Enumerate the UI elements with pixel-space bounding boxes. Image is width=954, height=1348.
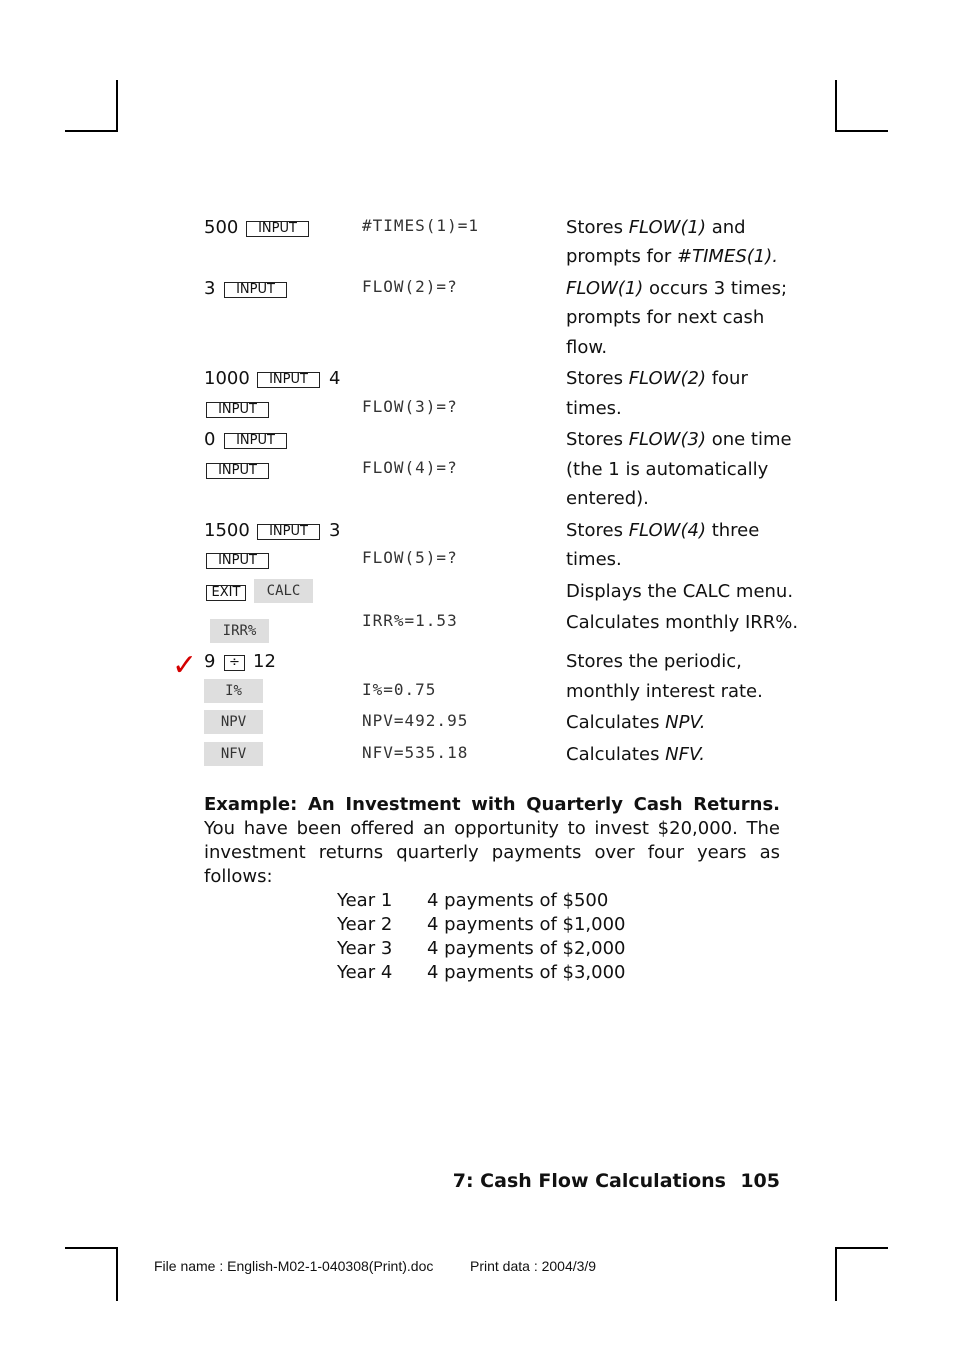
keystroke-value: 3 [329,520,341,541]
chapter-title: 7: Cash Flow Calculations [452,1170,726,1192]
display-readout: IRR%=1.53 [362,611,458,630]
display-readout: FLOW(2)=? [362,277,458,296]
input-key: INPUT [257,524,320,540]
description: prompts for next cash [566,307,765,328]
file-name: File name : English-M02-1-040308(Print).doc [154,1258,434,1274]
year-payments: 4 payments of $3,000 [427,962,626,983]
year-payments: 4 payments of $1,000 [427,914,626,935]
npv-softkey: NPV [204,710,263,734]
keystroke-value: 12 [253,651,276,672]
input-key: INPUT [206,402,269,418]
divide-key: ÷ [224,655,245,671]
description: Displays the CALC menu. [566,581,794,602]
keystroke-value: 1500 [204,520,250,541]
year-label: Year 3 [337,938,393,959]
keystroke-value: 500 [204,217,239,238]
crop-mark [835,1247,888,1249]
keystroke-value: 4 [329,368,341,389]
keystroke-value: 0 [204,429,216,450]
description: times. [566,549,622,570]
description: monthly interest rate. [566,681,763,702]
description: FLOW(1) occurs 3 times; [566,278,788,299]
description: Stores FLOW(3) one time [566,429,792,450]
display-readout: #TIMES(1)=1 [362,216,479,235]
interest-softkey: I% [204,679,263,703]
crop-mark [116,1247,118,1301]
crop-mark [65,1247,118,1249]
description: prompts for #TIMES(1). [566,246,778,267]
description: Stores FLOW(2) four [566,368,748,389]
input-key: INPUT [206,553,269,569]
display-readout: FLOW(5)=? [362,548,458,567]
description: Calculates monthly IRR%. [566,612,799,633]
year-label: Year 1 [337,890,393,911]
input-key: INPUT [257,372,320,388]
example-heading: Example: An Investment with Quarterly Cash Returns. [204,794,780,815]
description: Stores the periodic, [566,651,742,672]
description: flow. [566,337,608,358]
description: (the 1 is automatically [566,459,769,480]
input-key: INPUT [246,221,309,237]
calc-softkey: CALC [254,579,313,603]
irr-softkey: IRR% [210,619,269,643]
description: Calculates NFV. [566,744,705,765]
display-readout: NPV=492.95 [362,711,469,730]
crop-mark [835,1247,837,1301]
display-readout: FLOW(4)=? [362,458,458,477]
crop-mark [835,130,888,132]
keystroke-value: 3 [204,278,216,299]
year-payments: 4 payments of $500 [427,890,609,911]
year-label: Year 2 [337,914,393,935]
description: entered). [566,488,649,509]
description: Stores FLOW(4) three [566,520,760,541]
year-payments: 4 payments of $2,000 [427,938,626,959]
example-body: You have been offered an opportunity to invest $20,000. The investment returns quarterly payments over four years as follows: [204,818,780,887]
input-key: INPUT [224,282,287,298]
display-readout: I%=0.75 [362,680,437,699]
keystroke-value: 1000 [204,368,250,389]
year-label: Year 4 [337,962,393,983]
crop-mark [116,80,118,132]
description: Stores FLOW(1) and [566,217,746,238]
crop-mark [65,130,118,132]
input-key: INPUT [206,463,269,479]
crop-mark [835,80,837,132]
input-key: INPUT [224,433,287,449]
print-data: Print data : 2004/3/9 [470,1258,597,1274]
page-number: 105 [740,1170,780,1192]
description: times. [566,398,622,419]
description: Calculates NPV. [566,712,706,733]
display-readout: NFV=535.18 [362,743,469,762]
exit-key: EXIT [206,585,246,601]
example-paragraph [204,793,780,889]
nfv-softkey: NFV [204,742,263,766]
keystroke-value: 9 [204,651,216,672]
display-readout: FLOW(3)=? [362,397,458,416]
check-mark-icon: ✓ [172,648,198,683]
